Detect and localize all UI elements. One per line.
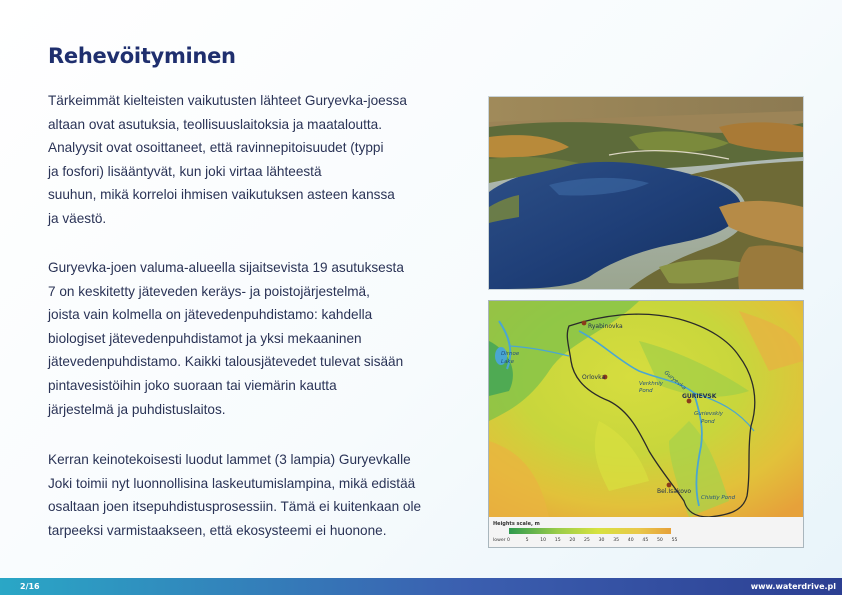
map-label-guryevsk: GURIEVSK — [682, 393, 717, 400]
map-legend-tick: 25 — [584, 538, 590, 543]
map-legend-tick: 15 — [554, 538, 561, 543]
map-label-belisakovo: Bel.Isakovo — [657, 488, 692, 495]
map-label-pond2: Pond — [701, 419, 715, 425]
map-legend-tick: 5 — [525, 538, 529, 543]
map-legend-tick: lower 0 — [493, 538, 510, 543]
paragraph-pollution-sources — [48, 89, 448, 231]
text-line: Tärkeimmät kielteisten vaikutusten lähteet Guryevka-joessa — [48, 93, 407, 108]
map-legend-tick: 30 — [598, 538, 605, 543]
map-legend-title: Heights scale, m — [493, 521, 540, 527]
paragraph-ponds — [48, 448, 448, 542]
map-legend-tick: 45 — [642, 538, 649, 543]
map-label-dirnoe: Dirnoe — [501, 351, 520, 357]
text-line: Analyysit ovat osoittaneet, että ravinnepitoisuudet (typpi — [48, 140, 384, 156]
text-line: järjestelmä ja puhdistuslaitos. — [48, 401, 226, 417]
map-legend-tick: 55 — [671, 538, 678, 543]
footer-bar — [0, 578, 842, 595]
text-line: jätevedenpuhdistamo. Kaikki talousjätevedet tulevat sisään — [48, 354, 404, 370]
text-line: ja fosfori) lisääntyvät, kun joki virtaa lähteestä — [48, 163, 322, 179]
map-label-ryabinovka: Ryabinovka — [588, 323, 623, 330]
text-line: tarpeeksi varmistaakseen, että ekosysteemi ei huonone. — [48, 522, 387, 538]
map-legend-tick: 20 — [569, 538, 576, 543]
map-label-lake: Lake — [501, 359, 515, 365]
paragraph-wastewater — [48, 256, 448, 421]
text-line: biologiset jätevedenpuhdistamot ja yksi mekaaninen — [48, 330, 362, 346]
text-line: suuhun, mikä korreloi ihmisen vaikutuksen asteen kanssa — [48, 187, 395, 203]
text-line: Joki toimii nyt luonnollisina laskeutumislampina, mikä edistää — [48, 475, 416, 491]
map-label-pond: Pond — [639, 388, 653, 394]
website-link[interactable]: www.waterdrive.pl — [750, 582, 836, 591]
map-label-guryevskiy: Gurievskiy — [694, 411, 724, 417]
catchment-relief-map — [488, 300, 804, 548]
text-line: joista vain kolmella on jätevedenpuhdistamo: kahdella — [48, 307, 373, 323]
map-legend-tick: 40 — [627, 538, 634, 543]
text-line: osaltaan joen itsepuhdistusprosessiin. Tämä ei kuitenkaan ole — [48, 499, 422, 515]
map-label-verkhniy: Verkhniy — [639, 381, 664, 387]
text-line: Kerran keinotekoisesti luodut lammet (3 lampia) Guryevkalle — [48, 452, 411, 467]
map-label-guryevka: Guryevka — [662, 369, 687, 392]
text-line: 7 on keskitetty jäteveden keräys- ja poistojärjestelmä, — [48, 283, 370, 299]
text-line: Guryevka-joen valuma-alueella sijaitsevista 19 asutuksesta — [48, 260, 404, 275]
map-legend-tick: 10 — [540, 538, 547, 543]
map-legend-colorbar — [509, 528, 671, 534]
text-line: ja väestö. — [48, 210, 107, 226]
page-number: 2/16 — [20, 582, 40, 591]
map-label-chistiy: Chistiy Pond — [701, 495, 736, 501]
map-label-orlovka: Orlovka — [582, 374, 606, 381]
river-aerial-photo — [488, 96, 804, 290]
map-legend-tick: 35 — [613, 538, 620, 543]
map-legend-tick: 50 — [657, 538, 663, 543]
text-line: pintavesistöihin joko suoraan tai viemärin kautta — [48, 377, 337, 393]
text-line: altaan ovat asutuksia, teollisuuslaitoksia ja maataloutta. — [48, 116, 382, 132]
page-title: Rehevöityminen — [48, 44, 236, 68]
